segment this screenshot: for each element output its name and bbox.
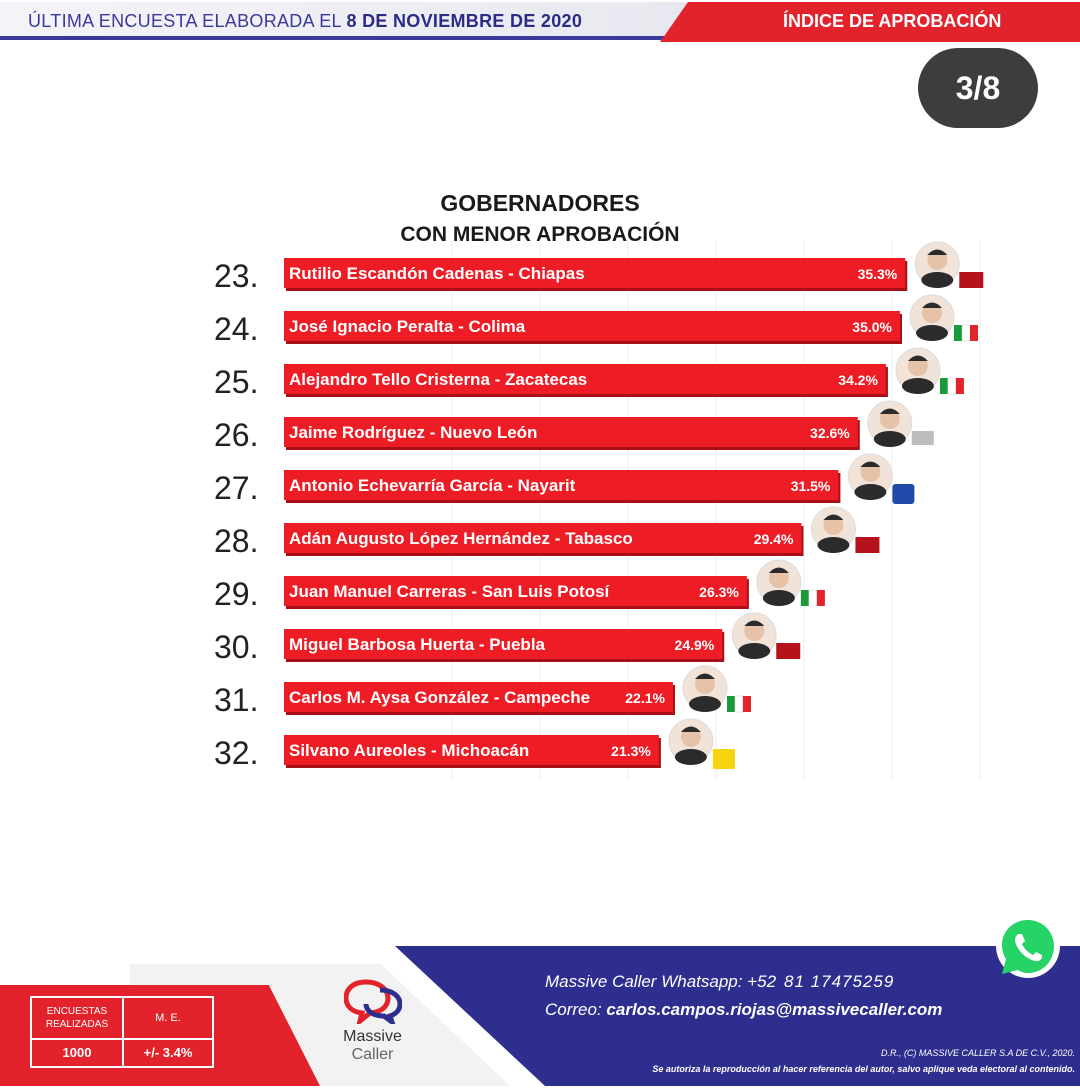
survey-date: 8 DE NOVIEMBRE DE 2020 xyxy=(346,11,583,31)
morena-logo-icon xyxy=(855,537,879,553)
governor-avatar xyxy=(921,272,953,288)
surveys-label: ENCUESTAS REALIZADAS xyxy=(32,998,124,1040)
pri-logo-icon xyxy=(735,696,743,712)
bar-value-label: 35.0% xyxy=(852,319,892,335)
pri-logo-icon xyxy=(817,590,825,606)
pri-logo-icon xyxy=(809,590,817,606)
independent-logo-icon xyxy=(912,431,934,445)
bar-name-label: José Ignacio Peralta - Colima xyxy=(289,317,526,336)
chart-subtitle: CON MENOR APROBACIÓN xyxy=(400,223,680,246)
morena-logo-icon xyxy=(959,272,983,288)
pri-logo-icon xyxy=(948,378,956,394)
governor-avatar xyxy=(854,484,886,500)
email-address[interactable]: carlos.campos.riojas@massivecaller.com xyxy=(606,1000,943,1019)
whatsapp-label: Massive Caller Whatsapp: +52 xyxy=(545,972,777,991)
governor-avatar xyxy=(738,643,770,659)
pri-logo-icon xyxy=(970,325,978,341)
email-label: Correo: xyxy=(545,1000,602,1019)
pri-logo-icon xyxy=(962,325,970,341)
governor-avatar xyxy=(689,696,721,712)
bar-value-label: 24.9% xyxy=(674,637,715,653)
pri-logo-icon xyxy=(727,696,735,712)
bar-name-label: Antonio Echevarría García - Nayarit xyxy=(289,476,576,495)
bar-name-label: Carlos M. Aysa González - Campeche xyxy=(289,688,591,707)
survey-date-text xyxy=(28,11,582,32)
rank-label: 26. xyxy=(214,417,259,453)
bar-value-label: 31.5% xyxy=(790,478,831,494)
rank-label: 32. xyxy=(214,735,259,771)
rank-label: 29. xyxy=(214,576,259,612)
whatsapp-icon[interactable] xyxy=(992,912,1064,984)
rank-label: 28. xyxy=(214,523,259,559)
bar-value-label: 34.2% xyxy=(838,372,878,388)
page-indicator[interactable]: 3/8 xyxy=(918,48,1038,128)
governor-avatar xyxy=(916,325,948,341)
bar-value-label: 32.6% xyxy=(810,425,850,441)
bar-name-label: Adán Augusto López Hernández - Tabasco xyxy=(289,529,633,548)
bar-name-label: Jaime Rodríguez - Nuevo León xyxy=(289,423,538,442)
section-title: ÍNDICE DE APROBACIÓN xyxy=(783,11,1002,31)
email-contact xyxy=(545,1000,942,1020)
pri-logo-icon xyxy=(801,590,809,606)
rank-label: 24. xyxy=(214,311,259,347)
bar-name-label: Miguel Barbosa Huerta - Puebla xyxy=(289,635,545,654)
rank-label: 27. xyxy=(214,470,259,506)
bar-value-label: 29.4% xyxy=(753,531,794,547)
governor-avatar xyxy=(874,431,906,447)
bar-value-label: 22.1% xyxy=(625,690,665,706)
governor-avatar xyxy=(902,378,934,394)
morena-logo-icon xyxy=(776,643,800,659)
rank-label: 23. xyxy=(214,258,259,294)
whatsapp-number[interactable]: 81 17475259 xyxy=(784,972,895,991)
pri-logo-icon xyxy=(743,696,751,712)
pri-logo-icon xyxy=(956,378,964,394)
rank-label: 31. xyxy=(214,682,259,718)
approval-bar-chart xyxy=(200,240,1000,800)
brand-name-line2: Caller xyxy=(351,1046,394,1063)
copyright-text: D.R., (C) MASSIVE CALLER S.A DE C.V., 2020. xyxy=(880,1048,1075,1058)
chart-title: GOBERNADORES xyxy=(440,190,640,216)
pri-logo-icon xyxy=(954,325,962,341)
brand-name-line1: Massive xyxy=(343,1028,402,1045)
surveys-value: 1000 xyxy=(32,1040,124,1066)
bar-name-label: Juan Manuel Carreras - San Luis Potosí xyxy=(289,582,610,601)
survey-stats-table xyxy=(30,996,214,1068)
pan-logo-icon xyxy=(892,484,914,504)
bar-name-label: Silvano Aureoles - Michoacán xyxy=(289,741,530,760)
survey-label: ÚLTIMA ENCUESTA ELABORADA EL xyxy=(28,11,342,31)
prd-logo-icon xyxy=(713,749,735,769)
governor-avatar xyxy=(675,749,707,765)
whatsapp-contact xyxy=(545,972,942,992)
rank-label: 30. xyxy=(214,629,259,665)
margin-value: +/- 3.4% xyxy=(143,1045,193,1060)
contact-info xyxy=(545,972,942,1020)
governor-avatar xyxy=(763,590,795,606)
speech-bubbles-icon xyxy=(344,978,402,1024)
bar-value-label: 21.3% xyxy=(611,743,651,759)
bar-name-label: Alejandro Tello Cristerna - Zacatecas xyxy=(289,370,588,389)
massive-caller-logo xyxy=(330,978,415,1068)
margin-label: M. E. xyxy=(124,998,212,1040)
pri-logo-icon xyxy=(940,378,948,394)
disclaimer-text: Se autoriza la reproducción al hacer referencia del autor, salvo aplique veda electoral al contenido. xyxy=(652,1064,1075,1074)
rank-label: 25. xyxy=(214,364,259,400)
bar-value-label: 26.3% xyxy=(699,584,739,600)
header-bar xyxy=(0,0,1080,44)
bar-value-label: 35.3% xyxy=(857,266,898,282)
governor-avatar xyxy=(817,537,849,553)
bar-name-label: Rutilio Escandón Cadenas - Chiapas xyxy=(289,264,585,283)
chart-title-block xyxy=(380,190,700,247)
